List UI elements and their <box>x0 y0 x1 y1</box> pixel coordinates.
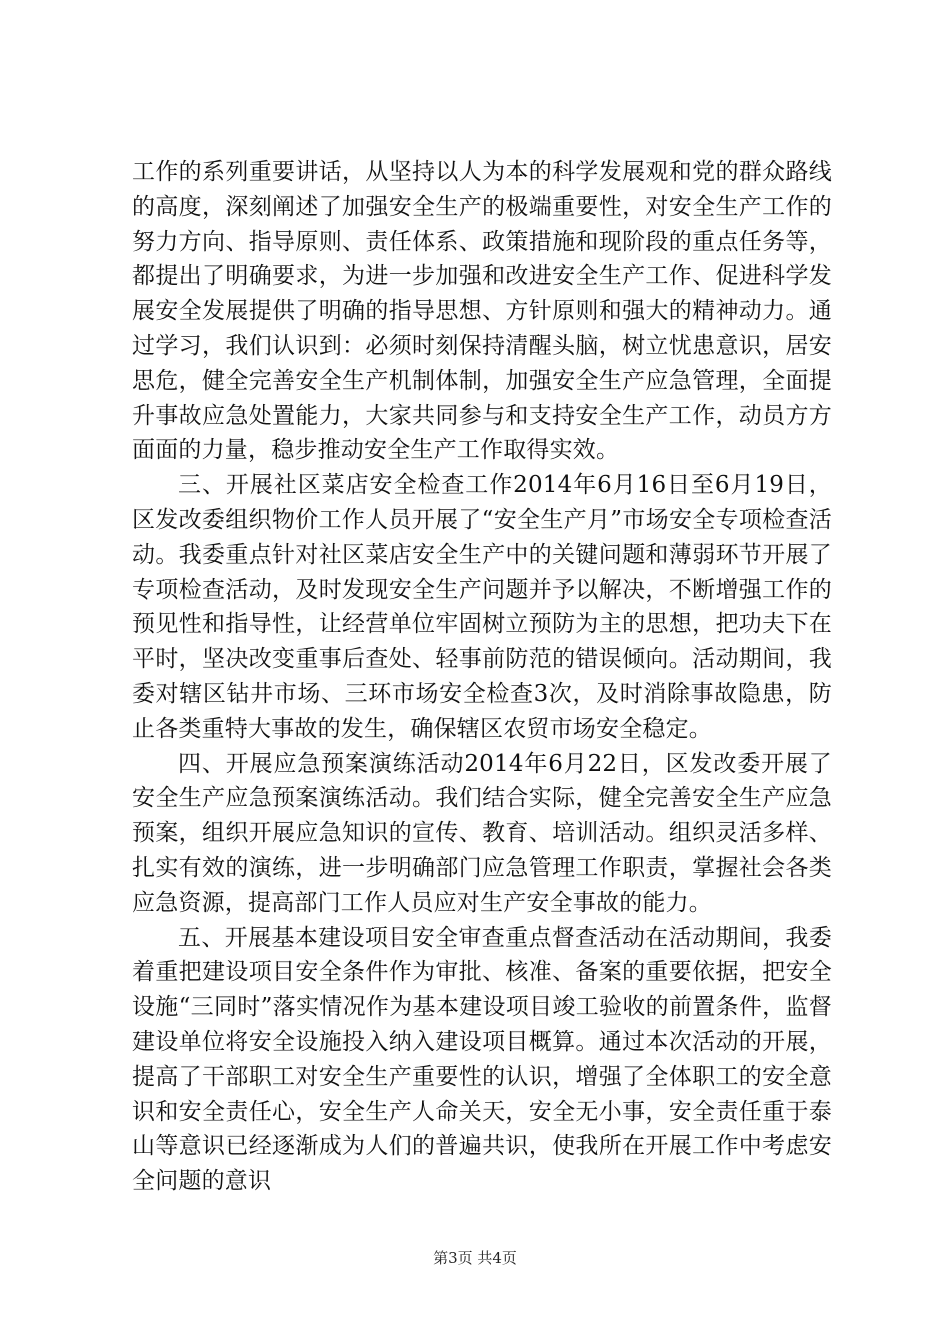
paragraph-section-3: 三、开展社区菜店安全检查工作2014年6月16日至6月19日，区发改委组织物价工作人员开展了“安全生产月”市场安全专项检查活动。我委重点针对社区菜店安全生产中的关键问题和薄弱环节开展了专项检查活动，及时发现安全生产问题并予以解决，不断增强工作的预见性和指导性，让经营单位牢固树立预防为主的思想，把功夫下在平时，坚决改变重事后查处、轻事前防范的错误倾向。活动期间，我委对辖区钻井市场、三环市场安全检查3次，及时消除事故隐患，防止各类重特大事故的发生，确保辖区农贸市场安全稳定。 <box>132 472 832 742</box>
paragraph-section-4: 四、开展应急预案演练活动2014年6月22日，区发改委开展了安全生产应急预案演练活动。我们结合实际，健全完善安全生产应急预案，组织开展应急知识的宣传、教育、培训活动。组织灵活多样、扎实有效的演练，进一步明确部门应急管理工作职责，掌握社会各类应急资源，提高部门工作人员应对生产安全事故的能力。 <box>132 750 832 916</box>
paragraph-continuation: 工作的系列重要讲话，从坚持以人为本的科学发展观和党的群众路线的高度，深刻阐述了加强安全生产的极端重要性，对安全生产工作的努力方向、指导原则、责任体系、政策措施和现阶段的重点任务等，都提出了明确要求，为进一步加强和改进安全生产工作、促进科学发展安全发展提供了明确的指导思想、方针原则和强大的精神动力。通过学习，我们认识到：必须时刻保持清醒头脑，树立忧患意识，居安思危，健全完善安全生产机制体制，加强安全生产应急管理，全面提升事故应急处置能力，大家共同参与和支持安全生产工作，动员方方面面的力量，稳步推动安全生产工作取得实效。 <box>132 159 832 464</box>
document-body <box>132 155 832 1199</box>
paragraph-section-5: 五、开展基本建设项目安全审查重点督查活动在活动期间，我委着重把建设项目安全条件作为审批、核准、备案的重要依据，把安全设施“三同时”落实情况作为基本建设项目竣工验收的前置条件，监督建设单位将安全设施投入纳入建设项目概算。通过本次活动的开展，提高了干部职工对安全生产重要性的认识，增强了全体职工的安全意识和安全责任心，安全生产人命关天，安全无小事，安全责任重于泰山等意识已经逐渐成为人们的普遍共识，使我所在开展工作中考虑安全问题的意识 <box>132 924 832 1195</box>
page-footer: 第3页 共4页 <box>433 1249 517 1267</box>
